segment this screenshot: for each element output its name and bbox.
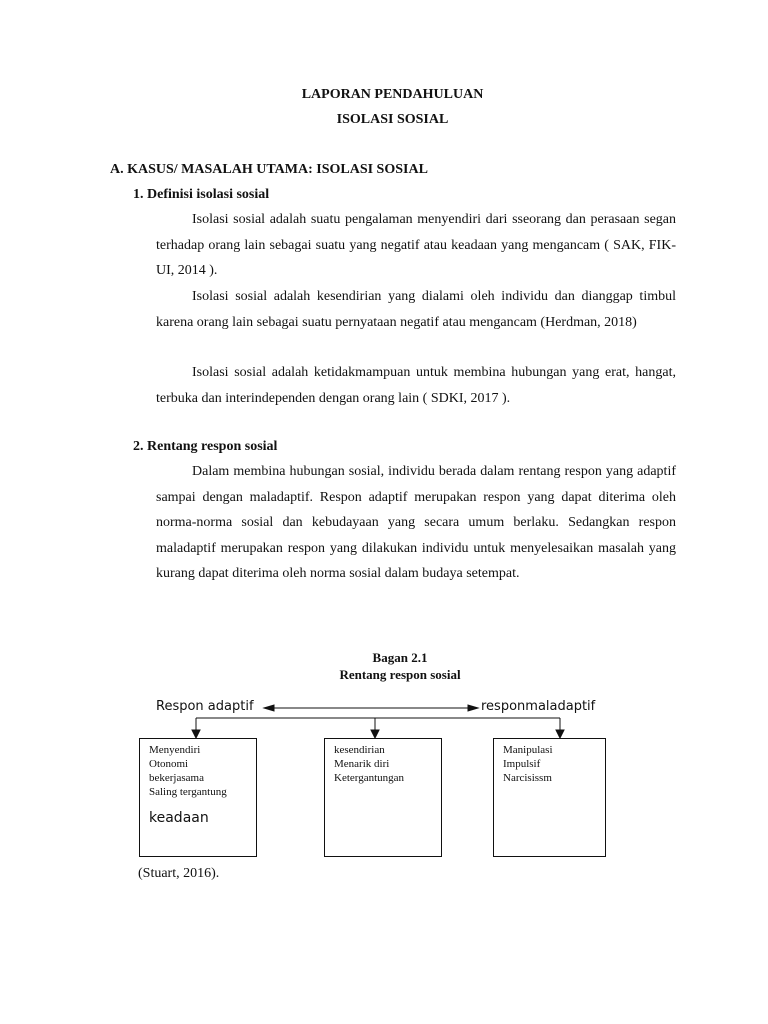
section-a-heading: A. KASUS/ MASALAH UTAMA: ISOLASI SOSIAL [110,162,428,177]
section-2-heading: 2. Rentang respon sosial [133,439,278,454]
middle-item: Ketergantungan [334,772,405,784]
maladaptive-item: Manipulasi [503,744,553,756]
adaptive-item: Menyendiri [149,744,201,756]
section-1-heading: 1. Definisi isolasi sosial [133,187,270,202]
response-range-paragraph: Dalam membina hubungan sosial, individu berada dalam rentang respon yang adaptif sampai dengan maladaptif. Respon adaptif merupakan respon yang dapat diterima oleh norma-norma sosial dan kebudayaan yang secara umum berlaku. Sedangkan respon maladaptif merupakan respon yang dilakukan individu untuk menyelesaikan masalah yang kurang dapat diterima oleh norma sosial dalam budaya setempat. [156,464,676,581]
maladaptive-item: Narcisissm [503,772,552,784]
definition-paragraph-3: Isolasi sosial adalah ketidakmampuan untuk membina hubungan yang erat, hangat, terbuka dan interindependen dengan orang lain ( SDKI, 2017 ). [156,365,676,406]
middle-box [324,738,442,857]
adaptive-extra-text: keadaan [149,810,209,826]
adaptive-response-label: Respon adaptif [156,699,254,714]
definition-paragraph-2: Isolasi sosial adalah kesendirian yang dialami oleh individu dan dianggap timbul karena orang lain sebagai suatu pernyataan negatif atau mengancam (Herdman, 2018) [156,289,676,330]
response-range-arrow [192,705,564,738]
middle-item: Menarik diri [334,758,390,770]
adaptive-item: Otonomi [149,758,189,770]
adaptive-box [139,738,257,857]
adaptive-item: bekerjasama [149,772,204,784]
middle-item: kesendirian [334,744,385,756]
document-title: LAPORAN PENDAHULUAN [301,87,484,102]
diagram-caption-number: Bagan 2.1 [372,650,428,665]
definition-paragraph-1: Isolasi sosial adalah suatu pengalaman menyendiri dari sseorang dan perasaan segan terhadap orang lain sebagai suatu yang negatif atau keadaan yang mengancam ( SAK, FIK-UI, 2014 ). [156,212,676,278]
diagram-caption-title: Rentang respon sosial [339,667,461,682]
maladaptive-item: Impulsif [503,758,541,770]
document-subtitle: ISOLASI SOSIAL [336,112,449,127]
adaptive-item: Saling tergantung [149,786,227,798]
maladaptive-response-label: responmaladaptif [481,699,596,714]
maladaptive-box [493,738,606,857]
diagram-citation: (Stuart, 2016). [138,866,220,881]
